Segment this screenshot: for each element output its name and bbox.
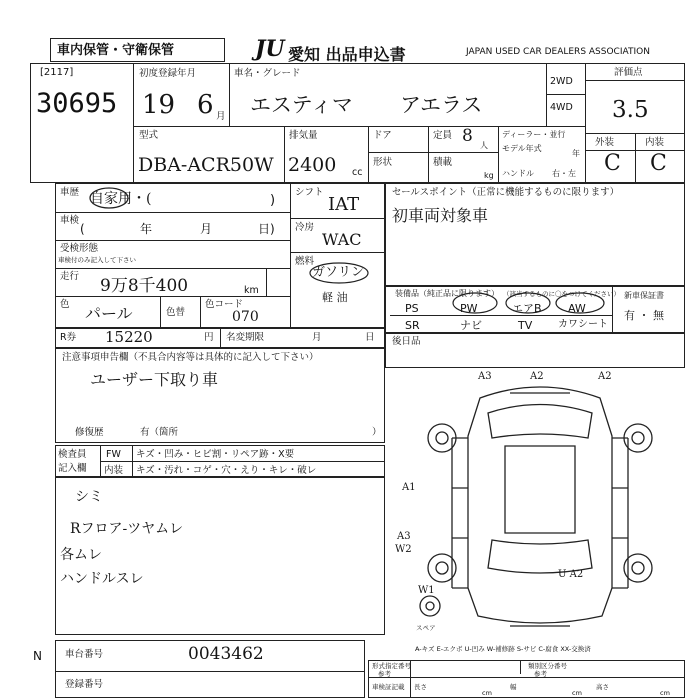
acceptance-label: 受検形態 bbox=[60, 243, 99, 254]
inspection-day: 日) bbox=[258, 222, 275, 236]
fw-value: キズ・凹み・ヒビ割・リペア跡・X要 bbox=[136, 449, 295, 460]
notes-value: ユーザー下取り車 bbox=[90, 370, 219, 389]
displacement-value: 2400 bbox=[288, 154, 337, 176]
inspector-label-1: 検査員 bbox=[58, 449, 87, 460]
form-title: 愛知 出品申込書 bbox=[288, 45, 406, 64]
inspection-open: ( bbox=[80, 222, 85, 236]
color-label: 色 bbox=[60, 299, 70, 310]
evaluation-label: 評価点 bbox=[614, 67, 643, 78]
dims-height-unit: cm bbox=[660, 689, 670, 697]
lot-code: [2117] bbox=[40, 67, 74, 78]
repair-label: 修復歴 bbox=[75, 427, 104, 438]
diagram-legend: A-キズ E-エクボ U-凹み W-補修跡 S-サビ C-腐食 XX-交換済 bbox=[415, 645, 591, 653]
registration-label: 初度登録年月 bbox=[139, 68, 197, 79]
usage-label: 車歴 bbox=[60, 187, 80, 198]
drive-2wd: 2WD bbox=[550, 76, 573, 87]
class-number-sub: 参考 bbox=[534, 670, 547, 678]
notes-label: 注意事項申告欄（不具合内容等は具体的に記入して下さい） bbox=[62, 352, 319, 363]
in-value: キズ・汚れ・コゲ・穴・えり・キレ・破レ bbox=[136, 465, 317, 476]
equip-tv: TV bbox=[518, 319, 533, 332]
model-year-label: モデル年式 bbox=[502, 144, 542, 153]
displacement-label: 排気量 bbox=[289, 130, 318, 141]
dims-length-unit: cm bbox=[482, 689, 492, 697]
mark-a2-right: A2 bbox=[598, 371, 612, 382]
shape-label: 形状 bbox=[373, 157, 393, 168]
fuel-diesel: 軽 油 bbox=[322, 291, 348, 304]
capacity-value: 8 bbox=[462, 126, 473, 146]
door-label: ドア bbox=[373, 130, 392, 141]
chassis-check: N bbox=[33, 649, 42, 663]
equipment-label: 装備品（純正品に限ります） bbox=[395, 289, 499, 298]
paint-label: 色替 bbox=[166, 307, 186, 318]
usage-close: ) bbox=[270, 193, 276, 208]
dims-length: 長さ bbox=[414, 683, 427, 691]
name-period-label: 名変期限 bbox=[226, 332, 265, 343]
fuel-label: 燃料 bbox=[295, 256, 315, 267]
remark-2: Rフロア-ツヤムレ bbox=[70, 521, 184, 537]
shift-label: シフト bbox=[295, 187, 324, 198]
car-name-label: 車名・グレード bbox=[234, 68, 301, 79]
mileage-label: 走行 bbox=[60, 271, 80, 282]
remark-4: ハンドルスレ bbox=[60, 571, 144, 587]
mark-w2: W2 bbox=[395, 544, 412, 555]
equip-airbag: エアB bbox=[512, 302, 542, 315]
cooling-value: WAC bbox=[322, 230, 362, 249]
handle-options: 右・左 bbox=[552, 169, 576, 178]
recycle-label: R券 bbox=[60, 332, 77, 343]
inspection-month: 月 bbox=[200, 222, 213, 236]
acceptance-note: 車検付のみ記入して下さい bbox=[58, 256, 136, 264]
load-unit: kg bbox=[484, 171, 494, 180]
mark-a3-top: A3 bbox=[478, 371, 492, 382]
mileage-unit: km bbox=[244, 285, 259, 296]
shape-number-sub: 参考 bbox=[378, 670, 391, 678]
inspector-label-2: 記入欄 bbox=[58, 463, 87, 474]
inspection-label: 車検 bbox=[60, 215, 80, 226]
equip-seat: カワシート bbox=[558, 319, 608, 330]
name-period-day: 日 bbox=[365, 332, 375, 343]
registration-month: 6 bbox=[197, 90, 214, 120]
equip-pw: PW bbox=[460, 302, 478, 315]
equipment-circles bbox=[440, 288, 610, 316]
dims-height: 高さ bbox=[596, 683, 609, 691]
rear-box bbox=[385, 333, 685, 368]
warranty-value: 有 ・ 無 bbox=[624, 309, 664, 322]
mileage-value: 9万8千400 bbox=[100, 276, 189, 296]
handle-label: ハンドル bbox=[502, 169, 534, 178]
dims-width-unit: cm bbox=[572, 689, 582, 697]
fw-label: FW bbox=[106, 449, 121, 460]
usage-circle bbox=[88, 186, 130, 210]
equip-sr: SR bbox=[405, 319, 420, 332]
sales-point-value: 初車両対象車 bbox=[392, 206, 489, 225]
car-diagram bbox=[390, 368, 685, 650]
dims-width: 幅 bbox=[510, 683, 517, 691]
rear-label: 後日品 bbox=[392, 336, 421, 347]
spare-label: スペア bbox=[416, 624, 436, 632]
equip-navi: ナビ bbox=[460, 319, 482, 332]
registration-year: 19 bbox=[142, 90, 176, 120]
spec-box bbox=[368, 660, 685, 698]
capacity-label: 定員 bbox=[433, 130, 453, 141]
displacement-unit: cc bbox=[352, 167, 363, 178]
repair-value: 有（箇所 bbox=[140, 427, 179, 438]
interior-label: 内装 bbox=[645, 137, 665, 148]
class-number-label: 類別区分番号 bbox=[528, 662, 567, 670]
model-year-unit: 年 bbox=[572, 149, 580, 158]
car-name: エスティマ bbox=[250, 93, 353, 117]
mark-w1: W1 bbox=[418, 585, 435, 596]
interior-grade: C bbox=[650, 151, 667, 176]
chassis-value: 0043462 bbox=[188, 644, 264, 664]
mark-ua2: U A2 bbox=[558, 569, 584, 580]
exterior-label: 外装 bbox=[595, 137, 615, 148]
association-name: JAPAN USED CAR DEALERS ASSOCIATION bbox=[466, 47, 650, 57]
evaluation-score: 3.5 bbox=[612, 97, 649, 123]
mark-a2-top: A2 bbox=[530, 371, 544, 382]
remark-3: 各ムレ bbox=[60, 547, 102, 563]
recycle-unit: 円 bbox=[204, 332, 214, 343]
lot-number: 30695 bbox=[36, 88, 118, 119]
usage-value: 自家用・( bbox=[90, 191, 152, 207]
fuel-value: ガソリン bbox=[312, 265, 365, 280]
mark-a3-side: A3 bbox=[397, 531, 411, 542]
equip-aw: AW bbox=[568, 302, 586, 315]
model-label: 型式 bbox=[139, 130, 159, 141]
dealer-label: ディーラー・並行 bbox=[502, 130, 566, 139]
color-code: 070 bbox=[232, 309, 259, 325]
drive-4wd: 4WD bbox=[550, 102, 573, 113]
equipment-note: （該当するものに〇をつけてください） bbox=[503, 290, 620, 298]
registration-month-unit: 月 bbox=[216, 111, 226, 122]
sales-point-box bbox=[385, 183, 685, 286]
plate-label: 登録番号 bbox=[65, 679, 104, 690]
repair-close: ） bbox=[372, 427, 382, 438]
remarks-box bbox=[55, 477, 385, 635]
name-period-month: 月 bbox=[312, 332, 322, 343]
in-label: 内装 bbox=[104, 465, 124, 476]
fuel-circle bbox=[308, 261, 370, 285]
capacity-unit: 人 bbox=[480, 141, 488, 150]
ju-logo: JU bbox=[255, 36, 285, 62]
mark-a1: A1 bbox=[402, 482, 416, 493]
remark-1: シミ bbox=[75, 489, 103, 505]
top-section bbox=[30, 63, 685, 183]
cooling-label: 冷房 bbox=[295, 222, 315, 233]
recycle-value: 15220 bbox=[105, 328, 153, 346]
color-value: パール bbox=[85, 304, 133, 323]
sales-point-label: セールスポイント（正常に機能するものに限ります） bbox=[392, 187, 620, 198]
chassis-label: 車台番号 bbox=[65, 649, 104, 660]
dims-label: 車検証記載 bbox=[372, 683, 405, 691]
car-grade: アエラス bbox=[400, 93, 483, 117]
shift-value: IAT bbox=[328, 194, 360, 215]
equip-ps: PS bbox=[405, 302, 419, 315]
warranty-label: 新車保証書 bbox=[624, 291, 664, 300]
storage-label: 車内保管・守衛保管 bbox=[57, 43, 175, 58]
color-code-label: 色コード bbox=[205, 299, 244, 310]
exterior-grade: C bbox=[604, 151, 621, 176]
storage-box bbox=[50, 38, 225, 62]
inspection-year: 年 bbox=[140, 222, 153, 236]
shape-number-label: 形式指定番号 bbox=[372, 662, 411, 670]
load-label: 積載 bbox=[433, 157, 453, 168]
model-value: DBA-ACR50W bbox=[138, 154, 274, 176]
